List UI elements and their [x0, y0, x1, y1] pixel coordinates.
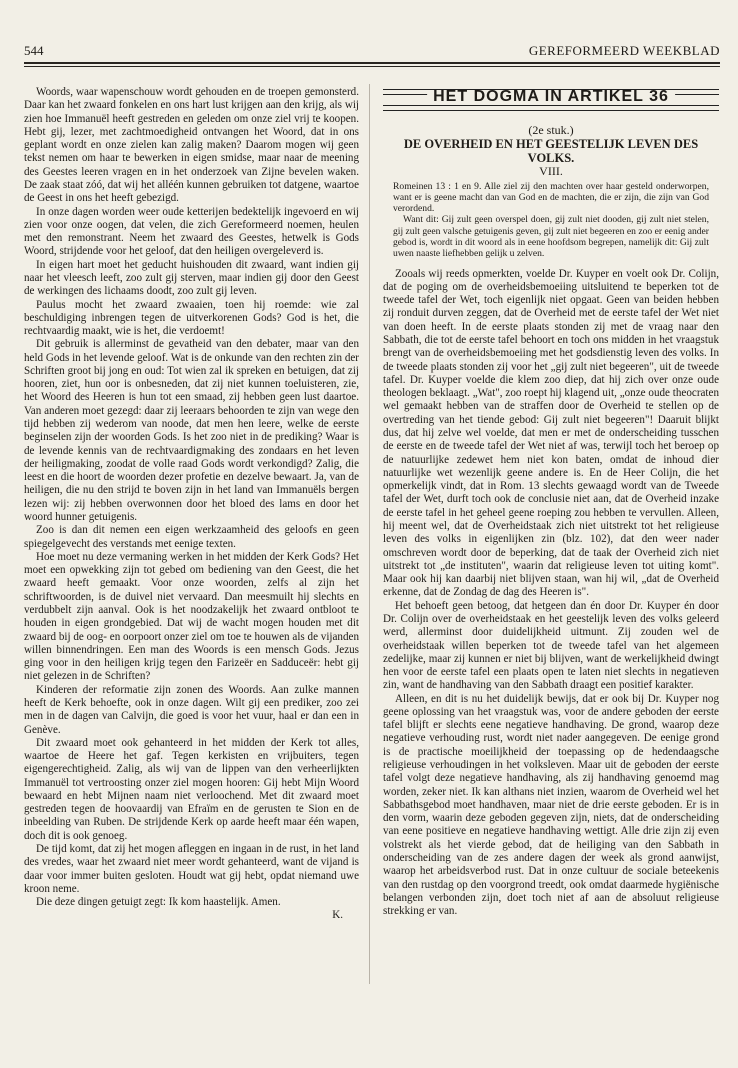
- paragraph: Dit gebruik is allerminst de gevatheid van den debater, maar van den held Gods in het levende geloof. Wat is de onkunde van den rechten zin der Schriften groot bij jong en oud: Tot wien zal ik spreken en betuigen, dat zij hooren, ziet, hun oor is onbesneden, dat zij niet kunnen toeluisteren, zie, het Woord des Heeren is hun tot een smaad, zij hebben geen lust daartoe. Van anderen moet gezegd: daar zij leeraars behoorden te zijn van wege den tijd hebben zij wederom van noode, dat men hen leere, welke de eerste beginselen zijn der woorden Gods. Is het zoo niet in de prediking? Waar is de levende kennis van de rechtvaardigmaking des zondaars en het leven der heiligmaking, zoodat de volle raad Gods wordt verkondigd? Zalig, die leest en die hoort de woorden dezer profetie en dezelve bewaart. Ja, van de heiligen, die nu den strijd te boven zijn in het land van Immanuëls bergen lezen wij: zij hebben overwonnen door het bloed des lams en door het woord hunner getuigenis.: [24, 338, 360, 523]
- header-rule: [24, 62, 720, 64]
- paragraph: Kinderen der reformatie zijn zonen des Woords. Aan zulke mannen heeft de Kerk behoefte, ook in onze dagen. Wilt gij een prediker, zoo zei men in de dagen van Calvijn, die goed is voor het vuur, haal er dan een in Genève.: [24, 683, 359, 736]
- quote-line: Want dit: Gij zult geen overspel doen, gij zult niet dooden, gij zult niet stelen, gij zult geen valsche getuigenis geven, gij zult niet begeeren en zoo er eenig ander gebod is, wordt in dit woord als in eene hoofdsom begrepen, namelijk dit: Gij zult uwen naaste liefhebben gelijk u zelven.: [393, 214, 709, 260]
- banner-rule: [383, 105, 719, 106]
- article-banner: [383, 86, 719, 114]
- paragraph: De tijd komt, dat zij het mogen afleggen en ingaan in de rust, in het land des vredes, waar het zwaard niet meer wordt gehanteerd, want de vijand is daar voor immer buiten gesloten. Houdt wat gij hebt, opdat niemand uwe kroon neme.: [24, 843, 359, 895]
- article-title: DE OVERHEID EN HET GEESTELIJK LEVEN DES VOLKS.: [403, 137, 699, 166]
- paragraph: Alleen, en dit is nu het duidelijk bewijs, dat er ook bij Dr. Kuyper nog geene oplossing van het vraagstuk was, voor de andere geboden der eerste tafel blijft er slechts eene negatieve handhaving. De grond, waarop deze negatieve verhouding rust, wordt niet nader aangegeven. De eenige grond is de practische moeilijkheid der toepassing op de hedendaagsche religieuse verhoudingen in het volksleven. Maar uit de geboden der eerste tafel volgt deze negatieve handhaving, als zij handhaving genoemd mag worden, zeker niet. Ik kan althans niet inzien, waarom de Overheid wel het Sabbathsgebod moet handhaven, maar niet de drie eerste geboden. Er is in den vorm, waarin deze geboden gegeven zijn, niets, dat de onderscheiding van eene positieve en negatieve handhaving wettigt. Alle drie zijn zij even volstrekt als het vierde gebod, dat de heiliging van den Sabbath in onderscheiding van de zes andere dagen der week als grond aanwijst, waarop het arbeidsverbod rust. Dat in onze cultuur de sociale beteekenis van den rustdag op den voorgrond treedt, ook omdat daarmede hygiënische belangen verbonden zijn, doet toch niet af aan de absoluut religieuse strekking er van.: [383, 692, 719, 918]
- paragraph: Hoe moet nu deze vermaning werken in het midden der Kerk Gods? Het moet een opwekking zijn tot gebed om bediening van den Geest, die het zwaard heeft gemaakt. Voor onze woorden, zelfs al zijn het schriftwoorden, is de duivel niet vervaard. Dan meesmuilt hij slechts en verdubbelt zijn aanval. Ook is het noodzakelijk het zwaard ontbloot te houden in eigen grondgebied. Dat wij de wacht mogen houden met dit zwaard bij de oog- en oorpoort onzer ziel om toe te houwen als de vijanden willen binnendringen. Een man des Woords is een mensch Gods. Jezus ging voor in den heiligen krijg tegen den Farizeër en Sadduceër: hebt gij niet gelezen in de Schriften?: [24, 550, 359, 683]
- right-column: [383, 86, 719, 918]
- paragraph: In eigen hart moet het geducht huishouden dit zwaard, want indien gij naar het vleesch leeft, zoo zult gij sterven, maar indien gij door den Geest de werkingen des lichaams doodt, zoo zult gij leven.: [24, 258, 359, 298]
- scripture-quote: [393, 181, 709, 260]
- quote-line: Romeinen 13 : 1 en 9. Alle ziel zij den machten over haar gesteld onderworpen, want er is geene macht dan van God en de machten, die er zijn, die zijn van God verordend.: [393, 180, 709, 215]
- paragraph: In onze dagen worden weer oude ketterijen bedektelijk ingevoerd en wij zien voor onze oogen, dat velen, die zich Gereformeerd noemen, heulen met den remonstrant. Neem het zwaard des Geestes, hetwelk is Gods Woord, strijdende voor het geloof, dat den heiligen overgeleverd is.: [24, 205, 359, 258]
- page-header: [24, 43, 720, 63]
- section-number: VIII.: [539, 164, 563, 179]
- page-number: 544: [24, 43, 44, 58]
- signature: K.: [332, 909, 343, 922]
- paragraph: Paulus mocht het zwaard zwaaien, toen hij roemde: wie zal beschuldiging inbrengen tegen de uitverkorenen Gods? God is het, die rechtvaardig maakt, wie is het, die verdoemt!: [24, 298, 359, 338]
- paragraph: Die deze dingen getuigt zegt: Ik kom haastelijk. Amen.: [36, 896, 281, 909]
- banner-rule: [383, 110, 719, 111]
- paragraph: Het behoeft geen betoog, dat hetgeen dan én door Dr. Kuyper én door Dr. Colijn over de overheidstaak en het geestelijk leven des volks geleerd werd, allerminst door duidelijkheid uitmunt. Zij zouden wel de overheidstaak willen beperken tot de tweede tafel van het algemeen zedelijke, maar zij kunnen er niet bij blijven, want de werkelijkheid dwingt hen voor de eerste tafel een plaats open te laten niet slechts in negatieven zin, want de handhaving van den Sabbath draagt een positief karakter.: [383, 599, 719, 692]
- left-column: [24, 86, 359, 923]
- column-divider: [369, 84, 370, 984]
- paragraph: Dit zwaard moet ook gehanteerd in het midden der Kerk tot alles, waartoe de Heere het gaf. Tegen kerkisten en vrijbuiters, tegen eigengerechtigheid. Zalig, als wij van de lippen van den verheerlijkten Immanuël tot vertroosting onzer ziel mogen hooren: Gij hebt Mijn Woord bewaard en hebt Mijnen naam niet verloochend. Met dit zwaard moet gestreden tegen de hoovaardij van Efraïm en de gerusten te Sion en de inbeelding van Ruben. De strijdende Kerk op aarde heeft maar één wapen, doch dit is ook genoeg.: [24, 736, 359, 842]
- banner-title: HET DOGMA IN ARTIKEL 36: [427, 90, 675, 103]
- running-head: GEREFORMEERD WEEKBLAD: [528, 43, 720, 58]
- paragraph: Zoo is dan dit nemen een eigen werkzaamheid des geloofs en geen spiegelgevecht des verstands met eenige texten.: [24, 524, 359, 550]
- continuation-note: (2e stuk.): [528, 123, 574, 137]
- header-rule-thin: [24, 66, 720, 67]
- paragraph: Zooals wij reeds opmerkten, voelde Dr. Kuyper en voelt ook Dr. Colijn, dat de poging om de overheidsbemoeiing uitsluitend te beperken tot de tweede tafel der Wet, toch eigenlijk niet opgaat. Geen van beiden hebben zij ronduit durven zeggen, dat de Overheid met de eerste tafel der Wet niet van doen heeft. In de eerste plaats stonden zij met de vraag naar den Sabbath, die tot de eerste tafel behoort en toch ons midden in het vraagstuk brengt van de overheidsbemoeiing met het godsdienstig leven des volks. In de tweede plaats stonden zij voor het „gij zult niet begeeren", uit de tweede tafel. Dr. Kuyper voelde die klem zoo diep, dat hij zich over onze oude theologen beklaagt. „Wat", zoo roept hij klagend uit, „onze oude theocraten wel gemaakt hebben van de straffen door de Overheid te stellen op de overtreding van het tiende gebod: Gij zult niet begeeren"! Daaruit blijkt dus, dat hij zelve wel voelde, dat men er met de onderscheiding tusschen de eerste en de tweede tafel der Wet niet af was, terwijl toch het beroep op de natuurlijke zedewet hem niet kon baten, omdat de inhoud dier natuurlijke wet wezenlijk geene andere is. En de Heer Colijn, die het opmerkelijk vindt, dat in Rom. 13 slechts gewaagd wordt van de Tweede tafel der Wet, durft toch ook de conclusie niet aan, dat de Overheid inzake de eerste tafel in het geheel geene roeping zou hebben te vervullen. Alleen, hij meent wel, dat de Overheidstaak zich niet uitstrekt tot het religieuse leven des volks in eigenlijken zin (blz. 102), dat den weer nader omschreven wordt door de beperking, dat de taak der Overheid zich niet uitstrekt tot „de instituten", waarin dat religieuse leven tot uiting komt". Maar ook hij kan daarbij niet blijven staan, wan hij wil, „dat de Overheid erkenne, dat de Zondag de dag des Heeren is".: [383, 267, 719, 599]
- paragraph: Woords, waar wapenschouw wordt gehouden en de troepen gemonsterd. Daar kan het zwaard fonkelen en ons hart lust krijgen aan den krijg, als wij zien hoe Immanuël heeft gestreden en geleden om onze ziel vrij te koopen. Hebt gij, lezer, met zachtmoedigheid ontvangen het Woord, dat in ons geplant wordt en onze zielen kan zalig maken? Daarom mogen wij geen tekst nemen om haar te bewerken in eigen smidse, maar naar de meening des Geestes leeren vragen en in het onderzoek van Zijne bevelen waken. De zaak staat zóó, dat wij het alléén kunnen gebruiken tot datgene, waartoe de Geest in ons het heeft gebezigd.: [24, 86, 359, 205]
